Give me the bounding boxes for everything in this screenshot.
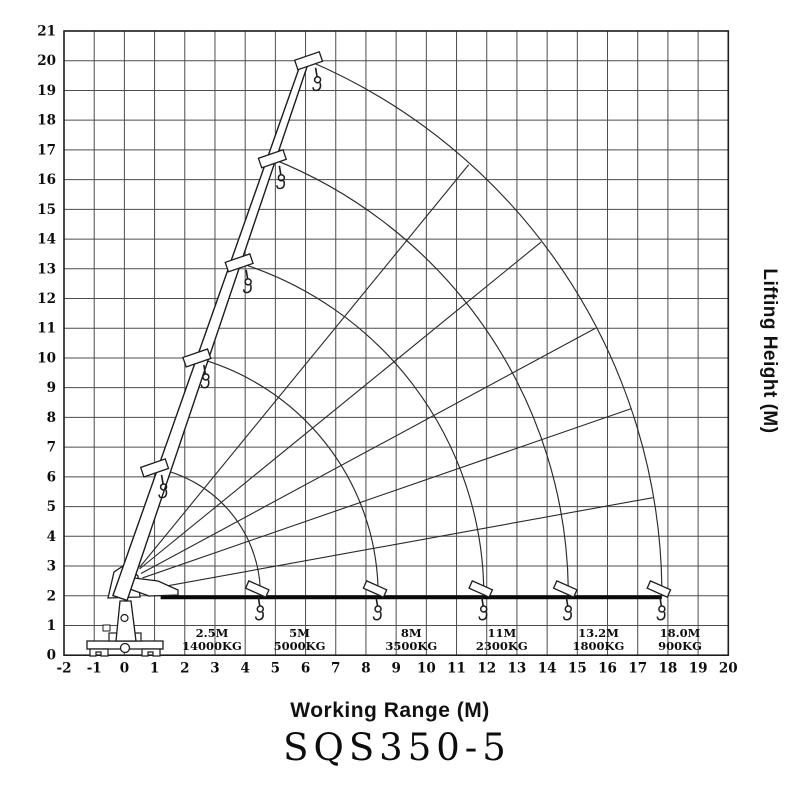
y-tick-label: 16 xyxy=(37,172,56,189)
y-tick-label: 0 xyxy=(46,647,56,664)
capacity-radius-label: 8M xyxy=(400,626,422,640)
x-tick-label: 8 xyxy=(361,660,371,677)
x-tick-label: 18 xyxy=(658,660,678,677)
boom-tip-marker xyxy=(469,581,492,597)
capacity-radius-label: 18.0M xyxy=(659,626,701,640)
y-tick-label: 15 xyxy=(37,201,56,218)
boom-tip-marker xyxy=(246,581,269,597)
x-tick-label: 0 xyxy=(119,660,130,677)
x-tick-label: -2 xyxy=(56,660,72,677)
model-title: SQS350-5 xyxy=(283,726,511,769)
y-tick-label: 7 xyxy=(46,439,56,456)
hook-icon xyxy=(313,68,321,91)
boom-tip-marker xyxy=(647,581,670,597)
telescopic-collar xyxy=(295,52,323,70)
y-tick-label: 1 xyxy=(46,617,56,634)
capacity-radius-label: 13.2M xyxy=(578,626,619,640)
capacity-load-label: 900KG xyxy=(658,639,702,653)
main-boom xyxy=(113,58,309,601)
boom-tip-marker xyxy=(554,581,577,597)
boom-assembly xyxy=(113,52,323,601)
hook-icon xyxy=(374,597,382,620)
y-tick-label: 11 xyxy=(37,320,56,337)
y-tick-label: 2 xyxy=(46,588,56,605)
y-tick-label: 5 xyxy=(46,499,56,516)
x-tick-label: 13 xyxy=(507,660,527,677)
capacity-load-label: 2300KG xyxy=(475,639,528,653)
capacity-load-label: 5000KG xyxy=(273,639,326,653)
y-axis-title: Lifting Height (M) xyxy=(759,268,780,434)
x-tick-label: 10 xyxy=(416,660,436,677)
x-tick-label: 6 xyxy=(300,660,311,677)
capacity-load-label: 14000KG xyxy=(182,639,242,653)
x-axis-title: Working Range (M) xyxy=(290,699,490,722)
y-tick-label: 20 xyxy=(37,53,56,70)
x-tick-label: 11 xyxy=(447,660,466,677)
x-tick-label: 2 xyxy=(180,660,190,677)
x-tick-label: 5 xyxy=(270,660,281,677)
y-tick-label: 14 xyxy=(37,231,56,248)
hook-icon xyxy=(657,597,665,620)
hook-icon xyxy=(256,597,264,620)
y-tick-label: 4 xyxy=(46,528,56,545)
y-tick-label: 8 xyxy=(46,409,56,426)
x-tick-label: 9 xyxy=(391,660,401,677)
working-arcs xyxy=(155,61,662,588)
hook-icon xyxy=(479,597,487,620)
x-tick-label: 15 xyxy=(567,660,587,677)
x-tick-label: 12 xyxy=(477,660,497,677)
y-tick-label: 9 xyxy=(46,380,56,397)
y-tick-label: 13 xyxy=(37,261,56,278)
x-tick-label: 4 xyxy=(240,660,250,677)
y-tick-label: 10 xyxy=(37,350,56,367)
x-tick-label: -1 xyxy=(86,660,102,677)
capacity-radius-label: 11M xyxy=(487,626,517,640)
capacity-radius-label: 5M xyxy=(289,626,310,640)
capacity-labels xyxy=(182,626,702,653)
x-tick-label: 1 xyxy=(149,660,160,677)
y-tick-labels xyxy=(37,24,56,664)
capacity-radius-label: 2.5M xyxy=(195,626,229,640)
ground-tip-markers xyxy=(246,581,671,620)
y-tick-label: 6 xyxy=(46,469,56,486)
x-tick-label: 17 xyxy=(628,660,648,677)
x-tick-label: 7 xyxy=(331,660,341,677)
x-tick-label: 19 xyxy=(688,660,708,677)
y-tick-label: 3 xyxy=(46,558,56,575)
hook-icon xyxy=(277,166,285,189)
capacity-load-label: 3500KG xyxy=(385,639,438,653)
hook-icon xyxy=(564,597,572,620)
x-tick-label: 16 xyxy=(598,660,617,677)
boom-tip-marker xyxy=(363,581,386,597)
capacity-load-label: 1800KG xyxy=(572,639,625,653)
y-tick-label: 18 xyxy=(37,112,56,129)
x-tick-labels xyxy=(57,661,738,677)
x-tick-label: 14 xyxy=(537,660,557,677)
y-tick-label: 12 xyxy=(37,291,56,308)
y-tick-label: 17 xyxy=(37,142,56,159)
x-tick-label: 20 xyxy=(718,660,738,677)
x-tick-label: 3 xyxy=(210,660,220,677)
y-tick-label: 19 xyxy=(37,82,56,99)
y-tick-label: 21 xyxy=(37,23,56,40)
